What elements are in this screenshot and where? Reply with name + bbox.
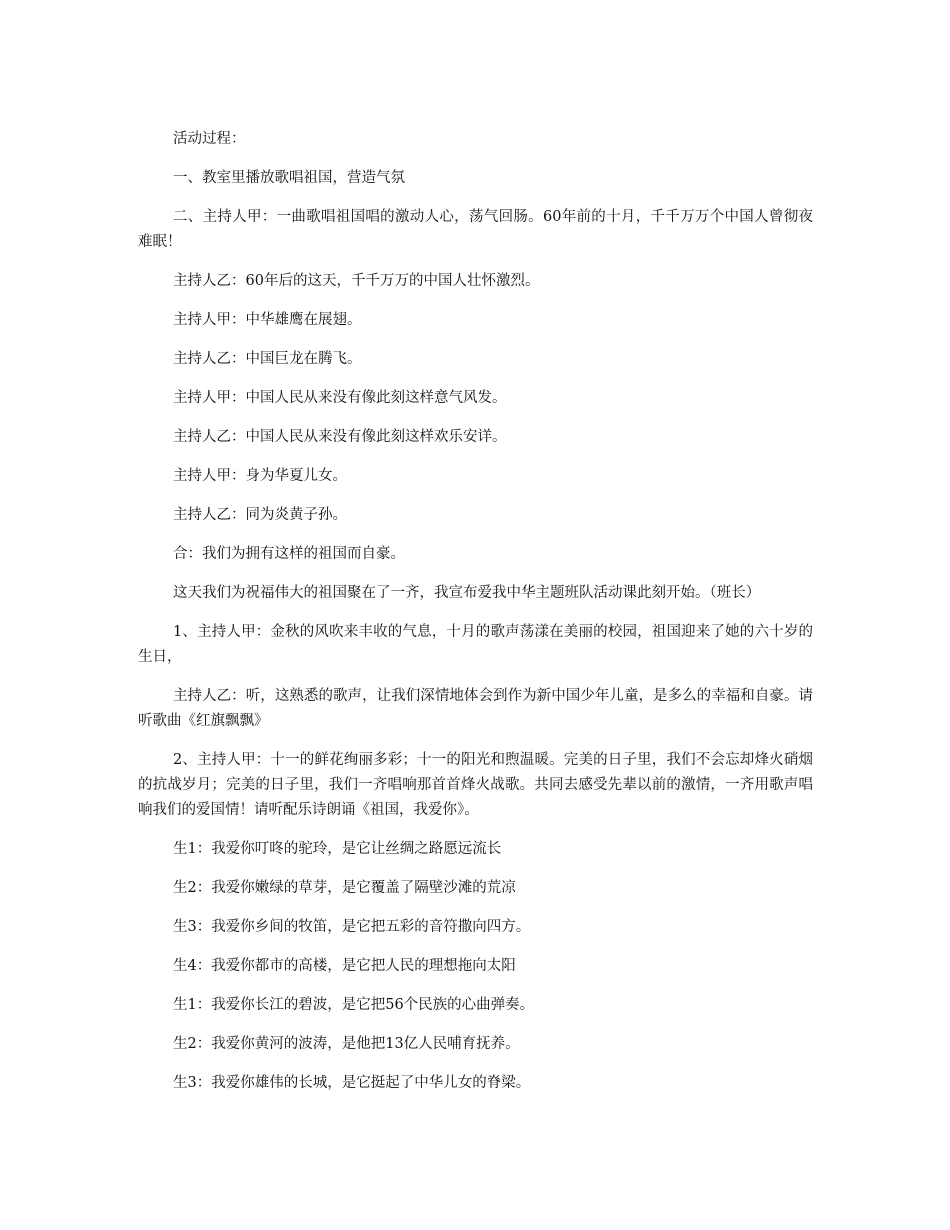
paragraph-student-2b: 生2：我爱你黄河的波涛，是他把13亿人民哺育抚养。 (173, 1036, 520, 1052)
document-body (138, 127, 813, 1110)
paragraph-section-1-host-a: 1、主持人甲：金秋的风吹来丰收的气息，十月的歌声荡漾在美丽的校园，祖国迎来了她的六十岁的生日， (138, 624, 813, 665)
paragraph-activity-process: 活动过程： (173, 131, 246, 147)
paragraph-host-b-1: 主持人乙：60年后的这天，千千万万的中国人壮怀激烈。 (173, 273, 540, 289)
paragraph-section-2-host-a: 2、主持人甲：十一的鲜花绚丽多彩；十一的阳光和煦温暖。完美的日子里，我们不会忘却烽火硝烟的抗战岁月；完美的日子里，我们一齐唱响那首首烽火战歌。共同去感受先辈以前的激情，一齐用歌声唱响我们的爱国情！请听配乐诗朗诵《祖国，我爱你》。 (138, 752, 813, 818)
paragraph-announcement: 这天我们为祝福伟大的祖国聚在了一齐，我宣布爱我中华主题班队活动课此刻开始。（班长） (173, 585, 761, 601)
paragraph-host-a-2: 主持人甲：中国人民从来没有像此刻这样意气风发。 (173, 390, 507, 406)
paragraph-step-2: 二、主持人甲：一曲歌唱祖国唱的激动人心，荡气回肠。60年前的十月，千千万万个中国人曾彻夜难眠！ (138, 209, 813, 250)
paragraph-student-3b: 生3：我爱你雄伟的长城，是它挺起了中华儿女的脊梁。 (173, 1075, 531, 1091)
paragraph-host-a-3: 主持人甲：身为华夏儿女。 (173, 468, 347, 484)
paragraph-host-b-3: 主持人乙：中国人民从来没有像此刻这样欢乐安详。 (173, 429, 507, 445)
paragraph-student-4a: 生4：我爱你都市的高楼，是它把人民的理想拖向太阳 (173, 958, 516, 974)
paragraph-student-2a: 生2：我爱你嫩绿的草芽，是它覆盖了隔壁沙滩的荒凉 (173, 880, 516, 896)
paragraph-host-b-4: 主持人乙：同为炎黄子孙。 (173, 507, 347, 523)
paragraph-student-1b: 生1：我爱你长江的碧波，是它把56个民族的心曲弹奏。 (173, 997, 535, 1013)
paragraph-student-1a: 生1：我爱你叮咚的驼玲，是它让丝绸之路愿远流长 (173, 841, 502, 857)
paragraph-host-a-1: 主持人甲：中华雄鹰在展翅。 (173, 312, 362, 328)
paragraph-section-1-host-b: 主持人乙：听，这熟悉的歌声，让我们深情地体会到作为新中国少年儿童，是多么的幸福和自豪。请听歌曲《红旗飘飘》 (138, 688, 813, 729)
paragraph-together: 合：我们为拥有这样的祖国而自豪。 (173, 546, 405, 562)
paragraph-host-b-2: 主持人乙：中国巨龙在腾飞。 (173, 351, 362, 367)
paragraph-step-1: 一、教室里播放歌唱祖国，营造气氛 (173, 170, 405, 186)
paragraph-student-3a: 生3：我爱你乡间的牧笛，是它把五彩的音符撒向四方。 (173, 919, 531, 935)
